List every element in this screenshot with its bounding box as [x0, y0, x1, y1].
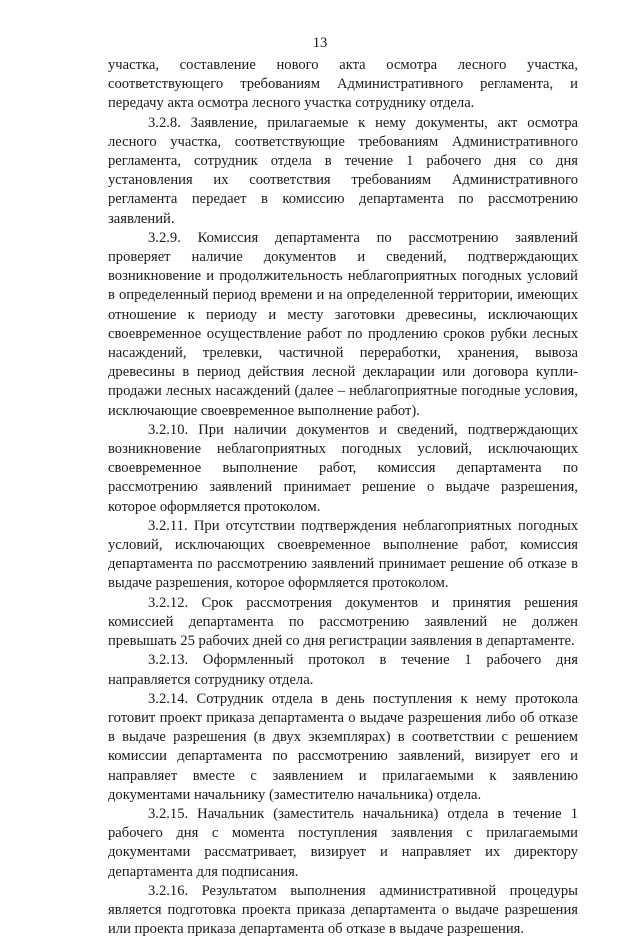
paragraph-3-2-13: 3.2.13. Оформленный протокол в течение 1 рабочего дня направляется сотруднику отдела.	[108, 652, 578, 688]
paragraph-3-2-11: 3.2.11. При отсутствии подтверждения неблагоприятных погодных условий, исключающих своевременное выполнение работ, комиссия департамента по рассмотрению заявлений принимает решение об отказе в выдаче разрешения, которое оформляется протоколом.	[108, 517, 578, 592]
paragraph-3-2-8: 3.2.8. Заявление, прилагаемые к нему документы, акт осмотра лесного участка, соответствующие требованиям Административного регламента, сотрудник отдела в течение 1 рабочего дня со дня установления их соответствия требованиям Административного регламента передает в комиссию департамента по рассмотрению заявлений.	[108, 114, 578, 227]
paragraph-3-2-9: 3.2.9. Комиссия департамента по рассмотрению заявлений проверяет наличие документов и сведений, подтверждающих возникновение и продолжительность неблагоприятных погодных условий в определенный период времени и на определенной территории, имеющих отношение к периоду и месту заготовки древесины, исключающих своевременное осуществление работ по продлению сроков рубки лесных насаждений, трелевки, частичной переработки, хранения, вывоза древесины в период действия лесной декларации или договора купли-продажи лесных насаждений (далее – неблагоприятные погодные условия, исключающие своевременное выполнение работ).	[108, 229, 578, 419]
paragraph-3-2-15: 3.2.15. Начальник (заместитель начальника) отдела в течение 1 рабочего дня с момента поступления заявления с прилагаемыми документами рассматривает, визирует и направляет их директору департамента для подписания.	[108, 805, 578, 880]
paragraph-3-2-16: 3.2.16. Результатом выполнения административной процедуры является подготовка проекта приказа департамента о выдаче разрешения или проекта приказа департамента об отказе в выдаче разрешения.	[108, 882, 578, 938]
page-number: 13	[312, 35, 328, 51]
paragraph-3-2-14: 3.2.14. Сотрудник отдела в день поступления к нему протокола готовит проект приказа департамента о выдаче разрешения либо об отказе в выдаче разрешения (в двух экземплярах) в соответствии с решением комиссии департамента по рассмотрению заявлений, визирует его и направляет вместе с заявлением и прилагаемыми к заявлению документами начальнику (заместителю начальника) отдела.	[108, 690, 578, 803]
paragraph-3-2-10: 3.2.10. При наличии документов и сведений, подтверждающих возникновение неблагоприятных погодных условий, исключающих своевременное выполнение работ, комиссия департамента по рассмотрению заявлений принимает решение о выдаче разрешения, которое оформляется протоколом.	[108, 421, 578, 515]
paragraph-continuation: участка, составление нового акта осмотра лесного участка, соответствующего требованиям Административного регламента, и передачу акта осмотра лесного участка сотруднику отдела.	[108, 57, 578, 112]
document-body	[108, 56, 578, 939]
paragraph-3-2-12: 3.2.12. Срок рассмотрения документов и принятия решения комиссией департамента по рассмотрению заявлений не должен превышать 25 рабочих дней со дня регистрации заявления в департаменте.	[108, 594, 578, 650]
